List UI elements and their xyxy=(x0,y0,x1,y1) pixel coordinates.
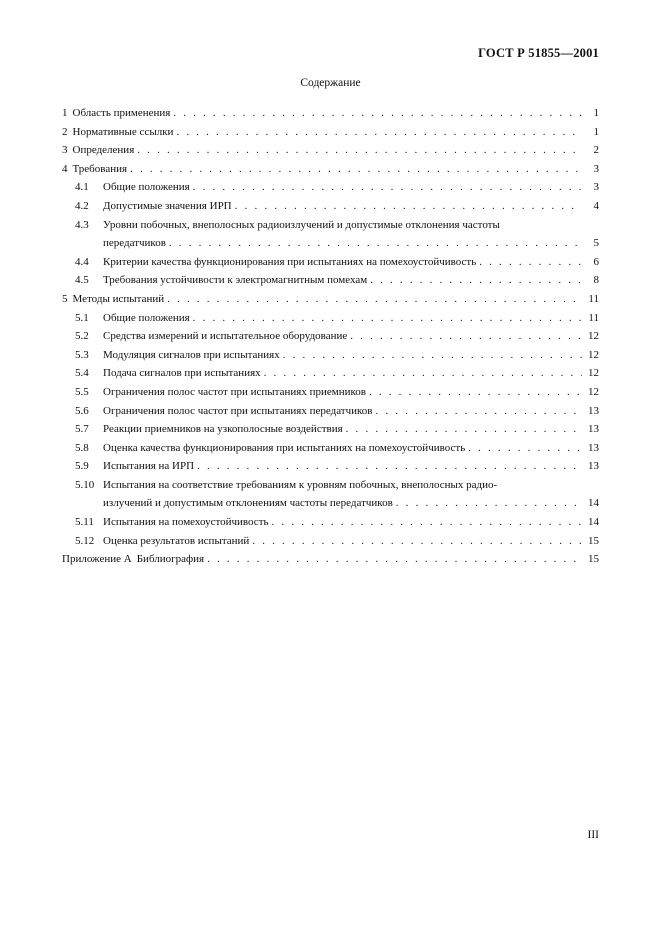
toc-entry-number: 5.11 xyxy=(75,516,94,529)
toc-entry-label: Оценка качества функционирования при испытаниях на помехоустойчивость xyxy=(103,441,466,454)
toc-entry-page: 13 xyxy=(588,423,599,436)
toc-entry xyxy=(62,364,599,383)
toc-entry-number: 5.8 xyxy=(75,441,89,454)
toc-entry-number: 5.4 xyxy=(75,367,89,380)
toc-entry-label: Ограничения полос частот при испытаниях передатчиков xyxy=(103,404,373,417)
toc-entry-page: 12 xyxy=(588,348,599,361)
toc-dot-leader xyxy=(176,123,582,142)
toc-dot-leader xyxy=(396,494,582,513)
toc-entry xyxy=(62,216,599,235)
toc-dot-leader xyxy=(130,160,582,179)
toc-entry xyxy=(62,309,599,328)
toc-entry-page: 3 xyxy=(593,162,599,175)
toc-dot-leader xyxy=(283,346,582,365)
toc-entry-label: Реакции приемников на узкополосные воздействия xyxy=(103,423,343,436)
toc-dot-leader xyxy=(468,439,582,458)
toc-dot-leader xyxy=(350,327,582,346)
toc-entry-label: Испытания на соответствие требованиям к уровням побочных, внеполосных радио- xyxy=(103,478,498,491)
toc-title: Содержание xyxy=(300,77,361,89)
toc-entry-number: 4 xyxy=(62,162,68,175)
toc-entry xyxy=(62,532,599,551)
toc-entry-label-continuation: передатчиков xyxy=(103,237,166,250)
toc-entry-page: 13 xyxy=(588,460,599,473)
toc-entry-number: 5.7 xyxy=(75,423,89,436)
toc-entry-label: Испытания на помехоустойчивость xyxy=(103,516,269,529)
toc-dot-leader xyxy=(235,197,582,216)
toc-entry-label: Уровни побочных, внеполосных радиоизлучений и допустимые отклонения частоты xyxy=(103,218,500,231)
toc-entry-label: Подача сигналов при испытаниях xyxy=(103,367,261,380)
document-code: ГОСТ Р 51855—2001 xyxy=(478,46,599,60)
toc-entry-number: 5.1 xyxy=(75,311,89,324)
toc-entry-number: 4.2 xyxy=(75,199,89,212)
toc-entry-page: 11 xyxy=(588,311,599,324)
toc-entry-page: 14 xyxy=(588,497,599,510)
toc-entry-label: Требования устойчивости к электромагнитным помехам xyxy=(103,274,368,287)
toc-entry-page: 5 xyxy=(593,237,599,250)
toc-entry-number: 5.12 xyxy=(75,534,95,547)
toc-entry-page: 12 xyxy=(588,330,599,343)
toc-dot-leader xyxy=(370,271,582,290)
toc-entry xyxy=(62,513,599,532)
toc-dot-leader xyxy=(169,234,582,253)
toc-entry-number: 5.2 xyxy=(75,330,89,343)
toc-dot-leader xyxy=(376,402,583,421)
toc-entry-number: 3 xyxy=(62,144,68,157)
toc-entry-label: Нормативные ссылки xyxy=(72,125,174,138)
toc-entry xyxy=(62,104,599,123)
toc-entry-page: 3 xyxy=(593,181,599,194)
toc-entry-number: Приложение А xyxy=(62,553,132,566)
toc-entry-number: 4.4 xyxy=(75,255,89,268)
toc-entry xyxy=(62,327,599,346)
toc-entry-page: 12 xyxy=(588,367,599,380)
toc-entry-number: 5.6 xyxy=(75,404,89,417)
toc-entry-page: 13 xyxy=(588,441,599,454)
toc-entry-page: 6 xyxy=(593,255,599,268)
toc-entry-continuation-line xyxy=(62,494,599,513)
toc-entry-number: 5.10 xyxy=(75,478,95,491)
toc-dot-leader xyxy=(346,420,582,439)
toc-entry xyxy=(62,123,599,142)
toc-entry xyxy=(62,439,599,458)
toc-dot-leader xyxy=(167,290,582,309)
toc-entry xyxy=(62,197,599,216)
toc-dot-leader xyxy=(193,309,582,328)
toc-entry xyxy=(62,402,599,421)
toc-entry-label: Ограничения полос частот при испытаниях приемников xyxy=(103,385,366,398)
toc-entry-label-continuation: излучений и допустимым отклонениям частоты передатчиков xyxy=(103,497,393,510)
toc-entry-page: 11 xyxy=(588,292,599,305)
toc-entry xyxy=(62,476,599,495)
toc-entry-number: 5.5 xyxy=(75,385,89,398)
toc-entry xyxy=(62,420,599,439)
toc-entry-page: 12 xyxy=(588,385,599,398)
toc-dot-leader xyxy=(193,178,582,197)
toc-entry xyxy=(62,160,599,179)
toc-entry-page: 1 xyxy=(593,107,599,119)
toc-entry-page: 15 xyxy=(588,553,599,566)
toc-dot-leader xyxy=(272,513,582,532)
toc-entry-label: Методы испытаний xyxy=(72,292,165,305)
toc-entry-label: Испытания на ИРП xyxy=(103,460,195,473)
toc-entry-number: 4.3 xyxy=(75,218,89,231)
toc-entry-label: Общие положения xyxy=(103,311,190,324)
toc-entry-label: Критерии качества функционирования при испытаниях на помехоустойчивость xyxy=(103,255,477,268)
toc-entry xyxy=(62,253,599,272)
toc-entry-page: 15 xyxy=(588,534,599,547)
toc-entry-label: Определения xyxy=(72,144,135,157)
toc-entry-number: 4.1 xyxy=(75,181,89,194)
toc-entry-page: 8 xyxy=(593,274,599,287)
toc-entry xyxy=(62,141,599,160)
toc-entry-label: Библиография xyxy=(136,553,205,566)
toc-dot-leader xyxy=(479,253,582,272)
toc-entry-label: Общие положения xyxy=(103,181,190,194)
toc-entry-number: 2 xyxy=(62,125,68,138)
toc-entry-label: Область применения xyxy=(72,107,171,119)
table-of-contents xyxy=(62,104,599,569)
page-number: III xyxy=(587,829,599,841)
toc-entry-number: 1 xyxy=(62,107,68,119)
toc-dot-leader xyxy=(264,364,582,383)
toc-entry-label: Допустимые значения ИРП xyxy=(103,199,232,212)
toc-entry-label: Средства измерений и испытательное оборудование xyxy=(103,330,348,343)
toc-dot-leader xyxy=(207,550,582,569)
toc-dot-leader xyxy=(197,457,582,476)
toc-entry xyxy=(62,383,599,402)
toc-entry-continuation-line xyxy=(62,234,599,253)
toc-entry-label: Оценка результатов испытаний xyxy=(103,534,250,547)
toc-dot-leader xyxy=(173,104,582,123)
toc-entry xyxy=(62,550,599,569)
toc-entry-label: Модуляция сигналов при испытаниях xyxy=(103,348,280,361)
toc-entry xyxy=(62,178,599,197)
toc-dot-leader xyxy=(369,383,582,402)
toc-entry-number: 5 xyxy=(62,292,68,305)
toc-entry-number: 5.9 xyxy=(75,460,89,473)
toc-entry-page: 13 xyxy=(588,404,599,417)
toc-entry xyxy=(62,457,599,476)
toc-entry-label: Требования xyxy=(72,162,128,175)
toc-entry-page: 1 xyxy=(593,125,599,138)
toc-dot-leader xyxy=(137,141,582,160)
toc-entry-page: 2 xyxy=(593,144,599,157)
toc-entry-page: 14 xyxy=(588,516,599,529)
toc-dot-leader xyxy=(252,532,582,551)
toc-entry-page: 4 xyxy=(593,199,599,212)
toc-entry xyxy=(62,271,599,290)
toc-entry-number: 4.5 xyxy=(75,274,89,287)
toc-entry xyxy=(62,346,599,365)
toc-entry-number: 5.3 xyxy=(75,348,89,361)
toc-entry xyxy=(62,290,599,309)
